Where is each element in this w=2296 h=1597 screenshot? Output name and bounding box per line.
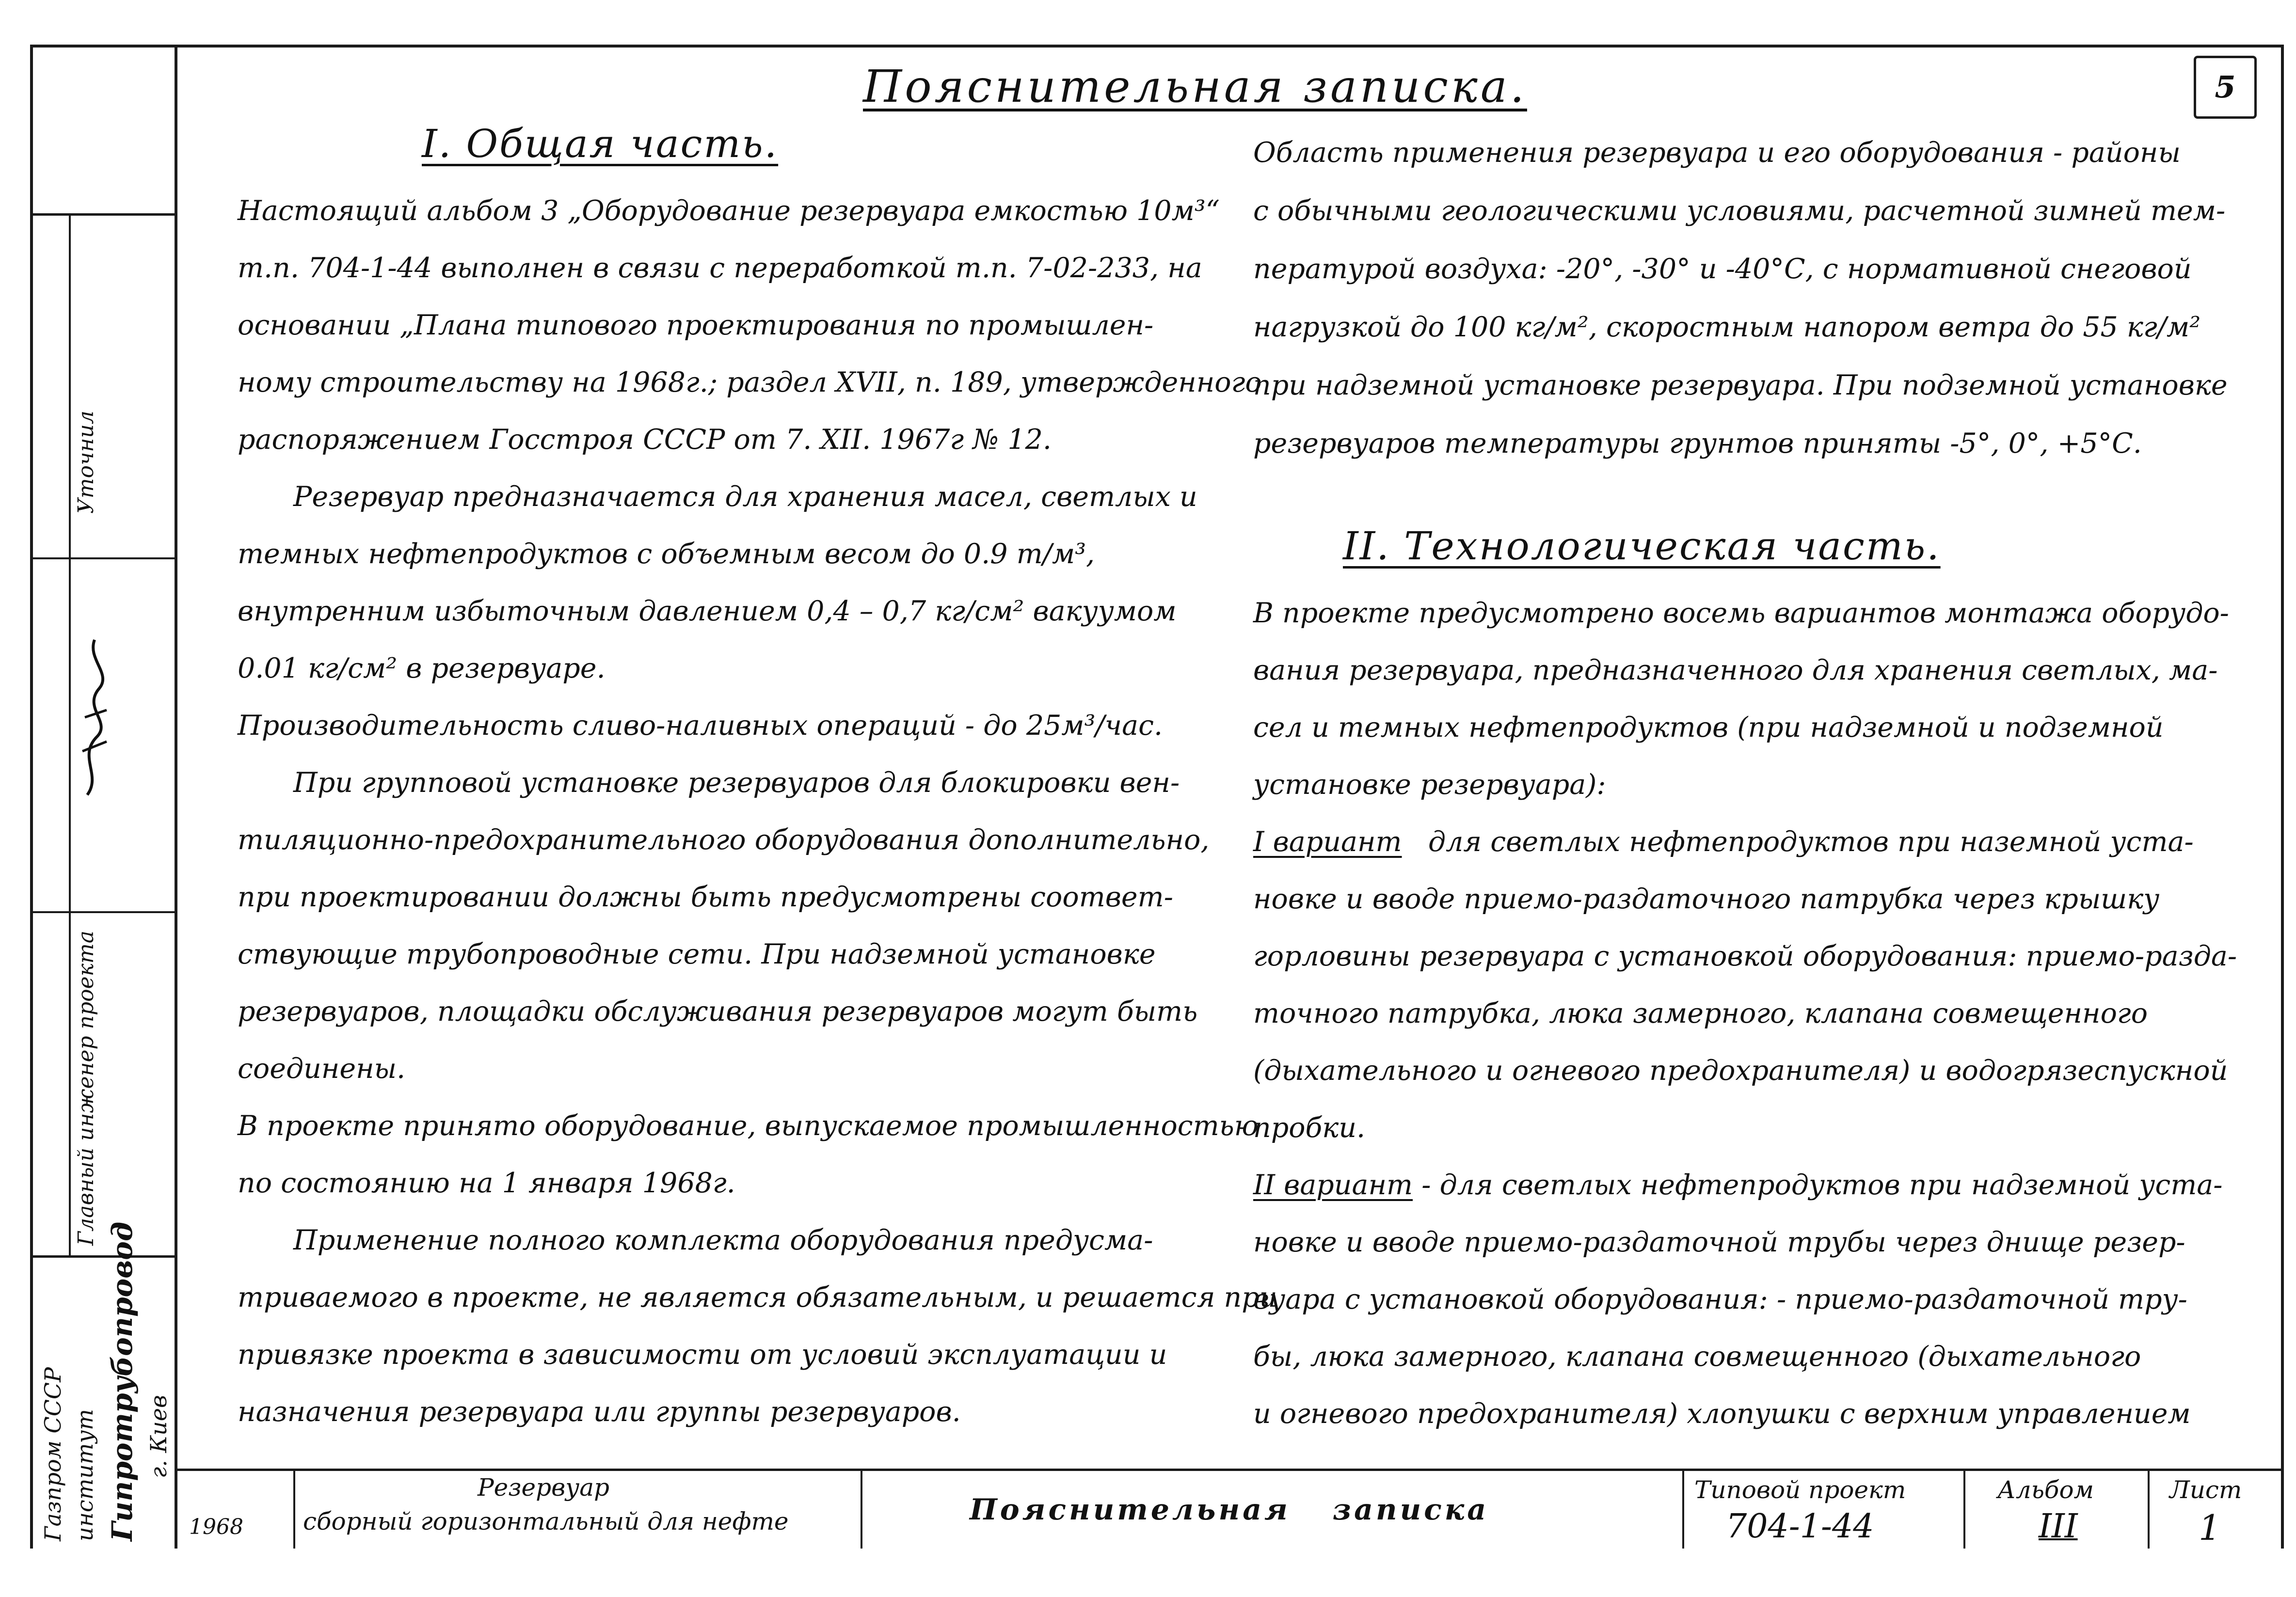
sidebar-rule-1 [30,213,175,216]
left-line-20: триваемого в проекте, не является обязательным, и решается при [238,1281,1277,1313]
right-line-6: резервуаров температуры грунтов приняты -5°, 0°, +5°С. [1253,427,2142,459]
left-line-18: по состоянию на 1 января 1968г. [238,1167,735,1199]
right-line-2: с обычными геологическими условиями, расчетной зимней тем- [1253,195,2226,227]
left-line-22: назначения резервуара или группы резервуаров. [238,1396,961,1428]
stamp-divider-5 [2148,1469,2150,1549]
org-line-2: институт [72,1409,98,1541]
variant-1-label: I вариант [1253,826,1402,858]
right-line-17 [1253,1168,2223,1202]
left-line-13: при проектировании должны быть предусмотрены соответ- [238,881,1173,913]
frame-left-border [30,46,33,1549]
general-part-heading: I. Общая часть. [422,121,779,166]
stamp-object-line-2: сборный горизонтальный для нефте [303,1507,789,1535]
left-line-19: Применение полного комплекта оборудования предуcма- [293,1224,1153,1256]
stamp-divider-2 [861,1469,862,1549]
left-line-14: ствующие трубопроводные сети. При надземной установке [238,938,1156,970]
stamp-typical-project-label: Типовой проект [1694,1476,1906,1504]
sidebar-inner-divider [69,213,71,1255]
left-line-7: темных нефтепродуктов с объемным весом до 0.9 т/м³, [238,538,1095,570]
variant-1-text: для светлых нефтепродуктов при наземной уста- [1428,826,2194,858]
left-line-1: Настоящий альбом 3 „Оборудование резервуара емкостью 10м³“ [238,195,1220,227]
left-line-6: Резервуар предназначается для хранения масел, светлых и [293,481,1197,513]
right-line-11 [1253,825,2194,859]
left-line-12: тиляционно-предохранительного оборудования дополнительно, [238,824,1210,856]
frame-right-border [2281,45,2284,1549]
right-line-16: пробки. [1253,1112,1366,1144]
stamp-year: 1968 [189,1515,243,1539]
stamp-sheet-label: Лист [2169,1476,2242,1504]
variant-2-label: II вариант [1253,1169,1413,1201]
sidebar-rule-4 [30,1255,175,1258]
left-line-21: привязке проекта в зависимости от условий эксплуатации и [238,1339,1167,1371]
stamp-object-line-1: Резервуар [478,1473,610,1502]
left-line-8: внутренним избыточным давлением 0,4 – 0,7 кг/см² вакуумом [238,595,1177,627]
stamp-typical-project-value: 704-1-44 [1726,1507,1874,1546]
left-line-4: ному строительству на 1968г.; раздел XVII, п. 189, утвержденного [238,366,1262,398]
technological-part-heading: II. Технологическая часть. [1343,523,1941,569]
page-title: Пояснительная записка. [863,61,1527,112]
stamp-sheet-value: 1 [2199,1507,2221,1548]
stamp-divider-3 [1682,1469,1684,1549]
right-line-9: сел и темных нефтепродуктов (при надземной и подземной [1253,712,2164,743]
utochnil-label: Уточнил [74,411,98,514]
left-line-16: соединены. [238,1053,406,1085]
right-line-10: установке резервуара): [1253,769,1606,801]
right-line-3: пературой воздуха: -20°, -30° и -40°С, с нормативной снеговой [1253,253,2192,285]
right-line-1: Область применения резервуара и его оборудования - районы [1253,137,2181,169]
right-line-7: В проекте предусмотрено восемь вариантов монтажа оборудо- [1253,597,2229,629]
stamp-top-border [175,1469,2283,1471]
right-line-5: при надземной установке резервуара. При подземной установке [1253,369,2228,401]
stamp-divider-1 [293,1469,295,1549]
right-line-12: новке и вводе приемо-раздаточного патрубка через крышку [1253,883,2160,915]
org-line-4: г. Киев [145,1395,172,1478]
left-line-15: резервуаров, площадки обслуживания резервуаров могут быть [238,996,1198,1028]
right-line-14: точного патрубка, люка замерного, клапана совмещенного [1253,997,2148,1029]
right-line-19: вуара с установкой оборудования: - приемо-раздаточной тру- [1253,1283,2187,1315]
signature [73,630,116,805]
right-line-20: бы, люка замерного, клапана совмещенного (дыхательного [1253,1341,2141,1373]
stamp-album-value: III [2039,1507,2078,1546]
left-line-5: распоряжением Госстроя СССР от 7. XII. 1967г № 12. [238,424,1052,456]
page-number: 5 [2194,56,2257,119]
org-line-1: Газпром СССР [40,1367,66,1541]
sidebar-rule-2 [30,557,175,559]
left-line-9: 0.01 кг/см² в резервуаре. [238,652,606,684]
frame-top-border [30,45,2283,47]
left-line-10: Производительность сливо-наливных операций - до 25м³/час. [238,710,1163,742]
left-line-11: При групповой установке резервуаров для блокировки вен- [293,767,1180,799]
left-line-17: В проекте принято оборудование, выпускаемое промышленностью [238,1110,1259,1142]
chief-engineer-label: Главный инженер проекта [74,931,98,1246]
left-line-3: основании „Плана типового проектирования по промышлен- [238,309,1154,341]
org-line-3: Гипротрубопровод [106,1221,139,1541]
stamp-divider-4 [1963,1469,1965,1549]
right-line-8: вания резервуара, предназначенного для хранения светлых, ма- [1253,654,2218,686]
right-line-13: горловины резервуара с установкой оборудования: приемо-разда- [1253,940,2237,972]
right-line-21: и огневого предохранителя) хлопушки с верхним управлением [1253,1398,2191,1430]
stamp-album-label: Альбом [1997,1476,2094,1504]
left-line-2: т.п. 704-1-44 выполнен в связи с переработкой т.п. 7-02-233, на [238,252,1202,284]
right-line-4: нагрузкой до 100 кг/м², скоростным напором ветра до 55 кг/м² [1253,311,2201,343]
right-line-18: новке и вводе приемо-раздаточной трубы через днище резер- [1253,1226,2185,1258]
variant-2-text: - для светлых нефтепродуктов при надземной уста- [1421,1169,2223,1201]
stamp-doc-name: Пояснительная записка [970,1493,1489,1527]
sidebar-rule-3 [30,911,175,913]
sidebar-divider [175,45,177,1549]
right-line-15: (дыхательного и огневого предохранителя) и водогрязеспускной [1253,1055,2228,1087]
